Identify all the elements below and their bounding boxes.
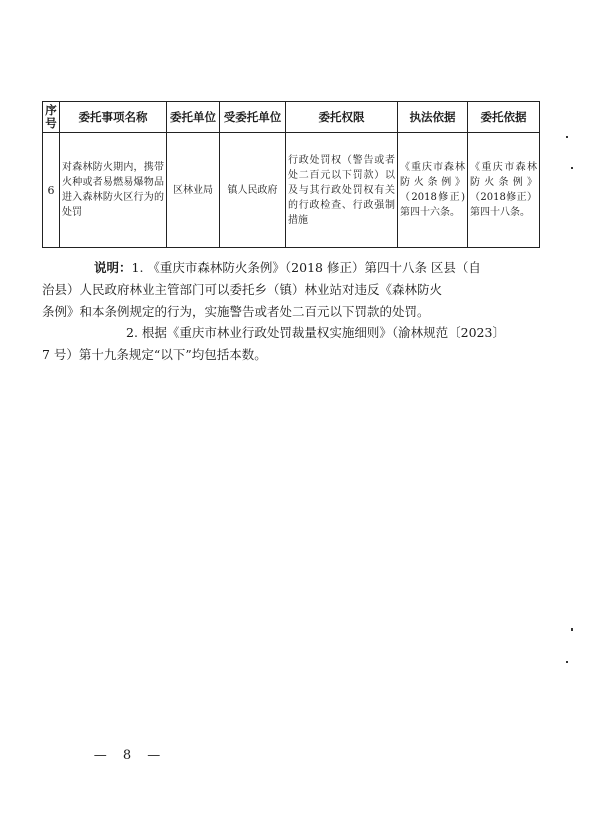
note-1-line-2: 治县）人民政府林业主管部门可以委托乡（镇）林业站对违反《森林防火 — [42, 282, 443, 297]
note-2 — [42, 322, 542, 366]
notes-label: 说明： — [94, 260, 132, 275]
scan-speck — [571, 167, 573, 169]
table-header-row — [43, 102, 540, 133]
table-row — [43, 133, 540, 248]
cell-item-name: 对森林防火期内，携带火种或者易燃易爆物品进入森林防火区行为的处罚 — [60, 133, 167, 248]
cell-entrusted-unit: 镇人民政府 — [220, 133, 286, 248]
cell-enforcement-basis: 《重庆市森林防火条例》（2018修正)第四十六条。 — [398, 133, 468, 248]
scan-speck — [571, 628, 573, 631]
cell-index: 6 — [43, 133, 60, 248]
cell-authority: 行政处罚权（警告或者处二百元以下罚款）以及与其行政处罚权有关的行政检查、行政强制措施 — [286, 133, 398, 248]
header-authority: 委托权限 — [286, 102, 398, 133]
note-2-line-2: 7 号）第十九条规定“以下”均包括本数。 — [42, 347, 267, 362]
header-enforcement-basis: 执法依据 — [398, 102, 468, 133]
header-entrustment-basis: 委托依据 — [468, 102, 540, 133]
page-number: — 8 — — [93, 748, 167, 763]
scan-speck — [566, 136, 568, 138]
entrustment-table — [42, 101, 540, 248]
header-index: 序号 — [43, 102, 60, 133]
cell-entrustment-basis: 《重庆市森林防火条例》（2018修正）第四十八条。 — [468, 133, 540, 248]
note-1-line-1: 1. 《重庆市森林防火条例》（2018 修正）第四十八条 区县（自 — [131, 260, 481, 275]
header-entrusted-unit: 受委托单位 — [220, 102, 286, 133]
note-1 — [42, 257, 542, 323]
note-2-line-1: 2. 根据《重庆市林业行政处罚裁量权实施细则》（渝林规范〔2023〕 — [126, 325, 505, 340]
header-entrusting-unit: 委托单位 — [167, 102, 220, 133]
header-item-name: 委托事项名称 — [60, 102, 167, 133]
note-1-line-3: 条例》和本条例规定的行为，实施警告或者处二百元以下罚款的处罚。 — [42, 304, 430, 319]
scan-speck — [566, 661, 568, 663]
cell-entrusting-unit: 区林业局 — [167, 133, 220, 248]
